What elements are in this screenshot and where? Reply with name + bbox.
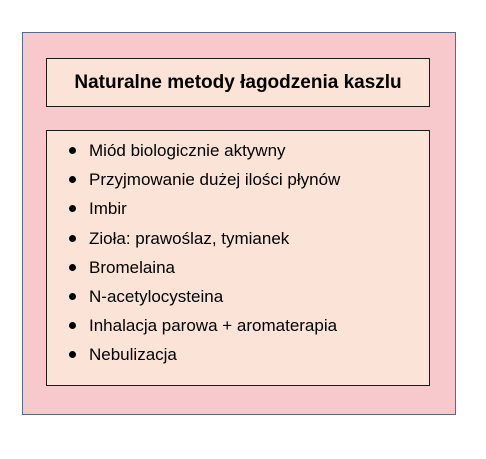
- list-item: [47, 199, 429, 228]
- list-item: [47, 316, 429, 345]
- list-item: [47, 345, 429, 374]
- bullet-icon: [69, 293, 76, 300]
- bullet-icon: [69, 147, 76, 154]
- bullet-icon: [69, 235, 76, 242]
- bullet-icon: [69, 176, 76, 183]
- list-item: [47, 170, 429, 199]
- bullet-icon: [69, 351, 76, 358]
- bullet-icon: [69, 322, 76, 329]
- list-item: [47, 258, 429, 287]
- list-item: [47, 287, 429, 316]
- list-item-label: Bromelaina: [89, 257, 175, 277]
- list-item: [47, 141, 429, 170]
- title-box: [46, 58, 430, 107]
- list-item-label: Zioła: prawoślaz, tymianek: [89, 228, 290, 248]
- diagram-title: Naturalne metody łagodzenia kaszlu: [74, 71, 402, 93]
- list-item-label: N-acetylocysteina: [89, 286, 224, 306]
- method-list: [47, 131, 429, 375]
- list-item-label: Nebulizacja: [89, 345, 177, 365]
- list-item-label: Miód biologicznie aktywny: [89, 141, 286, 160]
- list-item: [47, 229, 429, 258]
- list-box: [46, 130, 430, 386]
- list-item-label: Przyjmowanie dużej ilości płynów: [89, 170, 341, 190]
- list-item-label: Inhalacja parowa + aromaterapia: [89, 316, 338, 336]
- list-item-label: Imbir: [89, 199, 127, 219]
- bullet-icon: [69, 205, 76, 212]
- bullet-icon: [69, 264, 76, 271]
